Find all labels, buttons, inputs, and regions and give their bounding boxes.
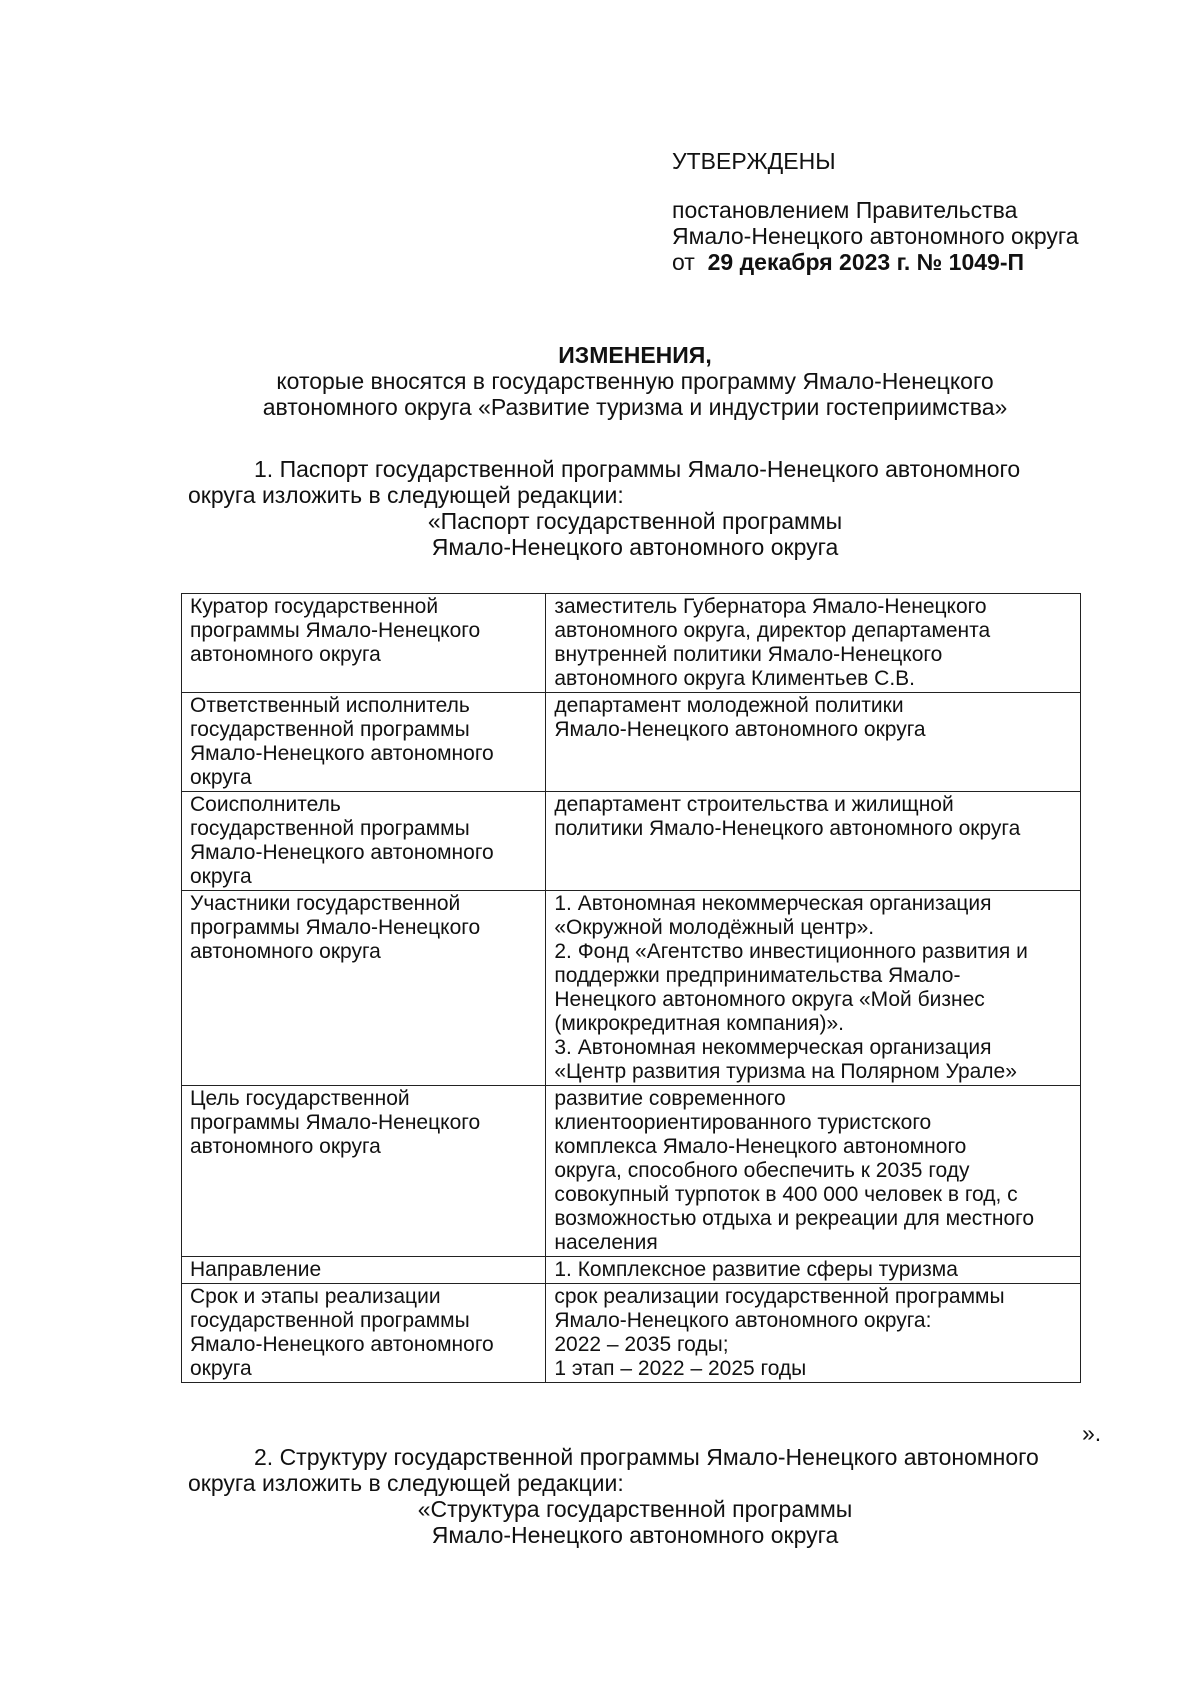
approval-heading: УТВЕРЖДЕНЫ (672, 148, 836, 174)
structure-heading (180, 1496, 1090, 1548)
passport-value-line: Ненецкого автономного округа «Мой бизнес (554, 988, 985, 1011)
passport-row-value (546, 792, 1081, 891)
passport-label-line: государственной программы (190, 1309, 470, 1332)
structure-heading-line-2: Ямало-Ненецкого автономного округа (431, 1522, 839, 1548)
passport-row-value (546, 594, 1081, 693)
passport-value-line: автономного округа, директор департамента (554, 619, 991, 642)
passport-label-line: округа (190, 1357, 252, 1380)
approval-date-line (672, 249, 1079, 275)
passport-row (182, 1086, 1081, 1257)
title-main: ИЗМЕНЕНИЯ, (558, 342, 712, 368)
section-1-line-1: 1. Паспорт государственной программы Ямало-Ненецкого автономного (254, 456, 1021, 482)
approval-line-2: Ямало-Ненецкого автономного округа (672, 223, 1079, 249)
passport-value-line: комплекса Ямало-Ненецкого автономного (554, 1135, 967, 1158)
passport-label-line: автономного округа (190, 1135, 381, 1158)
section-2-line-2: округа изложить в следующей редакции: (188, 1470, 624, 1496)
passport-row-label (182, 792, 546, 891)
passport-row-label (182, 891, 546, 1086)
passport-value-line: поддержки предпринимательства Ямало- (554, 964, 961, 987)
passport-value-line: развитие современного (554, 1087, 786, 1110)
passport-value-line: 1 этап – 2022 – 2025 годы (554, 1357, 807, 1380)
approval-date-value: 29 декабря 2023 г. № 1049-П (707, 249, 1025, 275)
passport-row-label (182, 1086, 546, 1257)
passport-label-line: Соисполнитель (190, 793, 341, 816)
passport-row (182, 792, 1081, 891)
passport-row-value (546, 1086, 1081, 1257)
passport-label-line: Куратор государственной (190, 595, 439, 618)
section-1-paragraph (188, 456, 1125, 508)
passport-row-value (546, 1284, 1081, 1383)
passport-label-line: Ямало-Ненецкого автономного (190, 841, 494, 864)
passport-value-line: клиентоориентированного туристского (554, 1111, 932, 1134)
passport-table (181, 593, 1081, 1383)
passport-label-line: автономного округа (190, 940, 381, 963)
approval-stamp (672, 148, 1079, 275)
passport-value-line: 2022 – 2035 годы; (554, 1333, 729, 1356)
title-line-2: автономного округа «Развитие туризма и индустрии гостеприимства» (262, 394, 1008, 420)
passport-value-line: 1. Автономная некоммерческая организация (554, 892, 992, 915)
passport-value-line: департамент молодежной политики (554, 694, 904, 717)
section-1-line-2: округа изложить в следующей редакции: (188, 482, 624, 508)
passport-value-line: «Центр развития туризма на Полярном Урале» (554, 1060, 1017, 1083)
passport-row-label (182, 693, 546, 792)
passport-label-line: округа (190, 766, 252, 789)
passport-label-line: государственной программы (190, 817, 470, 840)
passport-label-line: Ямало-Ненецкого автономного (190, 742, 494, 765)
passport-label-line: Ямало-Ненецкого автономного (190, 1333, 494, 1356)
passport-label-line: Ответственный исполнитель (190, 694, 470, 717)
passport-label-line: Цель государственной (190, 1087, 410, 1110)
passport-row (182, 1284, 1081, 1383)
passport-value-line: департамент строительства и жилищной (554, 793, 954, 816)
section-2-line-1: 2. Структуру государственной программы Ямало-Ненецкого автономного (254, 1444, 1039, 1470)
passport-label-line: программы Ямало-Ненецкого (190, 1111, 481, 1134)
passport-value-line: 1. Комплексное развитие сферы туризма (554, 1258, 958, 1281)
closing-quote: ». (1082, 1420, 1102, 1446)
passport-row (182, 1257, 1081, 1284)
passport-row-value (546, 693, 1081, 792)
passport-value-line: совокупный турпоток в 400 000 человек в год, с (554, 1183, 1018, 1206)
passport-value-line: срок реализации государственной программы (554, 1285, 1005, 1308)
passport-value-line: 3. Автономная некоммерческая организация (554, 1036, 992, 1059)
passport-row-value (546, 1257, 1081, 1284)
passport-label-line: программы Ямало-Ненецкого (190, 619, 481, 642)
passport-row (182, 693, 1081, 792)
passport-label-line: округа (190, 865, 252, 888)
passport-label-line: государственной программы (190, 718, 470, 741)
passport-value-line: заместитель Губернатора Ямало-Ненецкого (554, 595, 987, 618)
passport-label-line: автономного округа (190, 643, 381, 666)
structure-heading-line-1: «Структура государственной программы (417, 1496, 853, 1522)
passport-heading-line-1: «Паспорт государственной программы (427, 508, 843, 534)
passport-label-line: Срок и этапы реализации (190, 1285, 441, 1308)
title-line-1: которые вносятся в государственную программу Ямало-Ненецкого (276, 368, 994, 394)
passport-value-line: населения (554, 1231, 658, 1254)
passport-row-label (182, 1284, 546, 1383)
passport-label-line: Направление (190, 1258, 322, 1281)
passport-value-line: «Окружной молодёжный центр». (554, 916, 875, 939)
document-title (180, 342, 1090, 420)
passport-value-line: политики Ямало-Ненецкого автономного округа (554, 817, 1021, 840)
approval-date-prefix: от (672, 249, 695, 275)
passport-value-line: округа, способного обеспечить к 2035 году (554, 1159, 970, 1182)
passport-value-line: автономного округа Климентьев С.В. (554, 667, 916, 690)
passport-value-line: внутренней политики Ямало-Ненецкого (554, 643, 943, 666)
approval-line-1: постановлением Правительства (672, 197, 1018, 223)
passport-heading (180, 508, 1090, 560)
passport-value-line: возможностью отдыха и рекреации для местного (554, 1207, 1035, 1230)
passport-row (182, 594, 1081, 693)
passport-value-line: Ямало-Ненецкого автономного округа: (554, 1309, 932, 1332)
passport-row (182, 891, 1081, 1086)
passport-label-line: Участники государственной (190, 892, 461, 915)
passport-heading-line-2: Ямало-Ненецкого автономного округа (431, 534, 839, 560)
section-2-paragraph (188, 1444, 1125, 1496)
passport-label-line: программы Ямало-Ненецкого (190, 916, 481, 939)
passport-value-line: Ямало-Ненецкого автономного округа (554, 718, 926, 741)
passport-value-line: 2. Фонд «Агентство инвестиционного развития и (554, 940, 1028, 963)
passport-row-label (182, 1257, 546, 1284)
passport-row-value (546, 891, 1081, 1086)
passport-value-line: (микрокредитная компания)». (554, 1012, 845, 1035)
passport-row-label (182, 594, 546, 693)
